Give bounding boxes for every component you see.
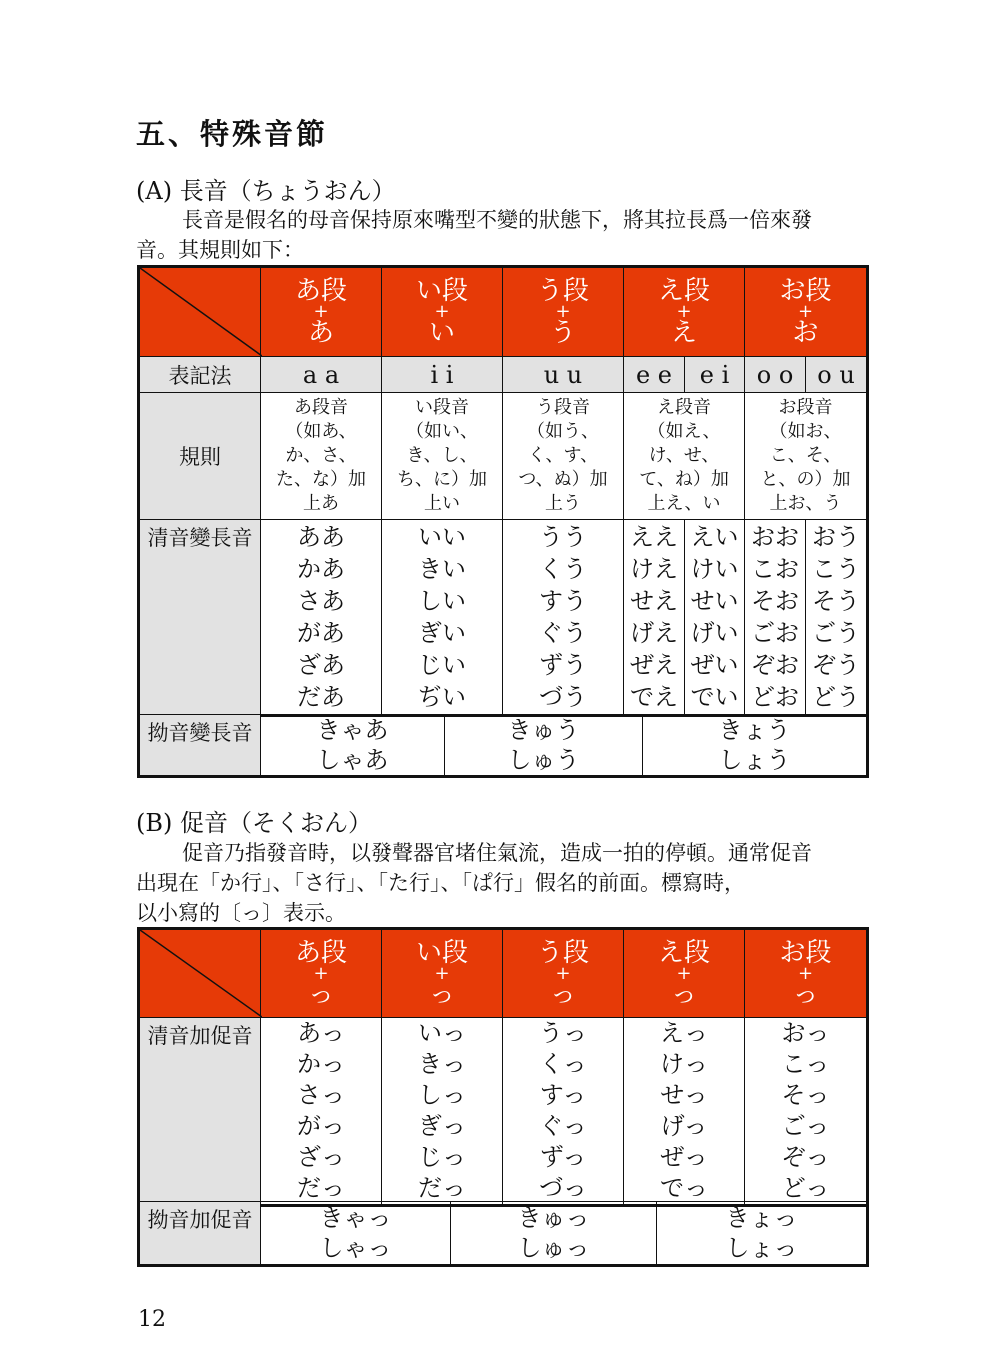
header-diagonal-cell xyxy=(139,267,261,357)
rule-i-dan: い段音 （如い、 き、し、 ち、に）加 上い xyxy=(382,393,503,520)
sokuon-header-diagonal-cell xyxy=(139,929,261,1018)
sokuon-table xyxy=(137,927,869,1207)
header-o-dan: お段 + お xyxy=(745,267,868,357)
youon-sokuon-kyu: きゅっ しゅっ xyxy=(451,1202,657,1266)
seion-sokuon-label: 清音加促音 xyxy=(139,1018,261,1206)
youon-long-kyu: きゅう しゅう xyxy=(445,715,643,777)
seion-long-label: 清音變長音 xyxy=(139,520,261,716)
youon-sokuon-label: 拗音加促音 xyxy=(139,1202,261,1266)
youon-long-kyo: きょう しょう xyxy=(643,715,868,777)
notation-ou: o u xyxy=(806,357,868,393)
notation-ee: e e xyxy=(624,357,685,393)
sokuon-header-a-dan: あ段 + っ xyxy=(261,929,382,1018)
rule-label: 規則 xyxy=(139,393,261,520)
sokuon-col-e: えっ けっ せっ げっ ぜっ でっ xyxy=(624,1018,745,1206)
header-i-dan: い段 + い xyxy=(382,267,503,357)
notation-ii: i i xyxy=(382,357,503,393)
sokuon-header-o-dan: お段 + っ xyxy=(745,929,868,1018)
long-col-i: いい きい しい ぎい じい ぢい xyxy=(382,520,503,716)
rule-a-dan: あ段音 （如あ、 か、さ、 た、な）加 上あ xyxy=(261,393,382,520)
long-col-ee: ええ けえ せえ げえ ぜえ でえ xyxy=(624,520,685,716)
notation-aa: a a xyxy=(261,357,382,393)
rule-u-dan: う段音 （如う、 く、す、 つ、ぬ）加 上う xyxy=(503,393,624,520)
section-title: 五、特殊音節 xyxy=(136,117,329,151)
youon-long-label: 拗音變長音 xyxy=(139,715,261,777)
header-e-dan: え段 + え xyxy=(624,267,745,357)
notation-label: 表記法 xyxy=(139,357,261,393)
long-col-ou: おう こう そう ごう ぞう どう xyxy=(806,520,868,716)
long-col-u: うう くう すう ぐう ずう づう xyxy=(503,520,624,716)
youon-sokuon-kyo: きょっ しょっ xyxy=(657,1202,868,1266)
sokuon-youon-table xyxy=(137,1201,869,1267)
youon-sokuon-kya: きゃっ しゃっ xyxy=(261,1202,451,1266)
diagonal-line xyxy=(140,268,262,356)
long-col-a: ああ かあ さあ があ ざあ だあ xyxy=(261,520,382,716)
part-b-paragraph-line3: 以小寫的〔っ〕表示。 xyxy=(136,901,346,925)
notation-ei: e i xyxy=(685,357,745,393)
part-b-paragraph-line2: 出現在「か行」、「さ行」、「た行」、「ぱ行」假名的前面。標寫時， xyxy=(136,871,745,895)
part-b-paragraph-line1: 促音乃指發音時，以發聲器官堵住氣流，造成一拍的停頓。通常促音 xyxy=(182,841,812,865)
long-col-ei: えい けい せい げい ぜい でい xyxy=(685,520,745,716)
sokuon-col-u: うっ くっ すっ ぐっ ずっ づっ xyxy=(503,1018,624,1206)
sokuon-header-e-dan: え段 + っ xyxy=(624,929,745,1018)
sokuon-header-u-dan: う段 + っ xyxy=(503,929,624,1018)
part-a-paragraph-line2: 音。其規則如下： xyxy=(136,238,304,262)
notation-oo: o o xyxy=(745,357,806,393)
sokuon-col-a: あっ かっ さっ がっ ざっ だっ xyxy=(261,1018,382,1206)
page-number: 12 xyxy=(138,1307,166,1332)
header-u-dan: う段 + う xyxy=(503,267,624,357)
long-vowel-table xyxy=(137,265,869,717)
part-b-paragraph xyxy=(136,838,868,928)
sokuon-header-i-dan: い段 + っ xyxy=(382,929,503,1018)
rule-o-dan: お段音 （如お、 こ、そ、 と、の）加 上お、う xyxy=(745,393,868,520)
header-a-dan: あ段 + あ xyxy=(261,267,382,357)
notation-uu: u u xyxy=(503,357,624,393)
long-vowel-youon-table xyxy=(137,714,869,778)
youon-long-kya: きゃあ しゃあ xyxy=(261,715,445,777)
rule-e-dan: え段音 （如え、 け、せ、 て、ね）加 上え、い xyxy=(624,393,745,520)
long-col-oo: おお こお そお ごお ぞお どお xyxy=(745,520,806,716)
part-a-paragraph-line1: 長音是假名的母音保持原來嘴型不變的狀態下，將其拉長爲一倍來發 xyxy=(182,208,812,232)
sokuon-col-o: おっ こっ そっ ごっ ぞっ どっ xyxy=(745,1018,868,1206)
part-a-paragraph xyxy=(136,205,868,265)
part-b-heading: (B) 促音（そくおん） xyxy=(136,809,372,837)
part-a-heading: (A) 長音（ちょうおん） xyxy=(136,177,396,205)
sokuon-col-i: いっ きっ しっ ぎっ じっ だっ xyxy=(382,1018,503,1206)
diagonal-line xyxy=(140,930,262,1017)
